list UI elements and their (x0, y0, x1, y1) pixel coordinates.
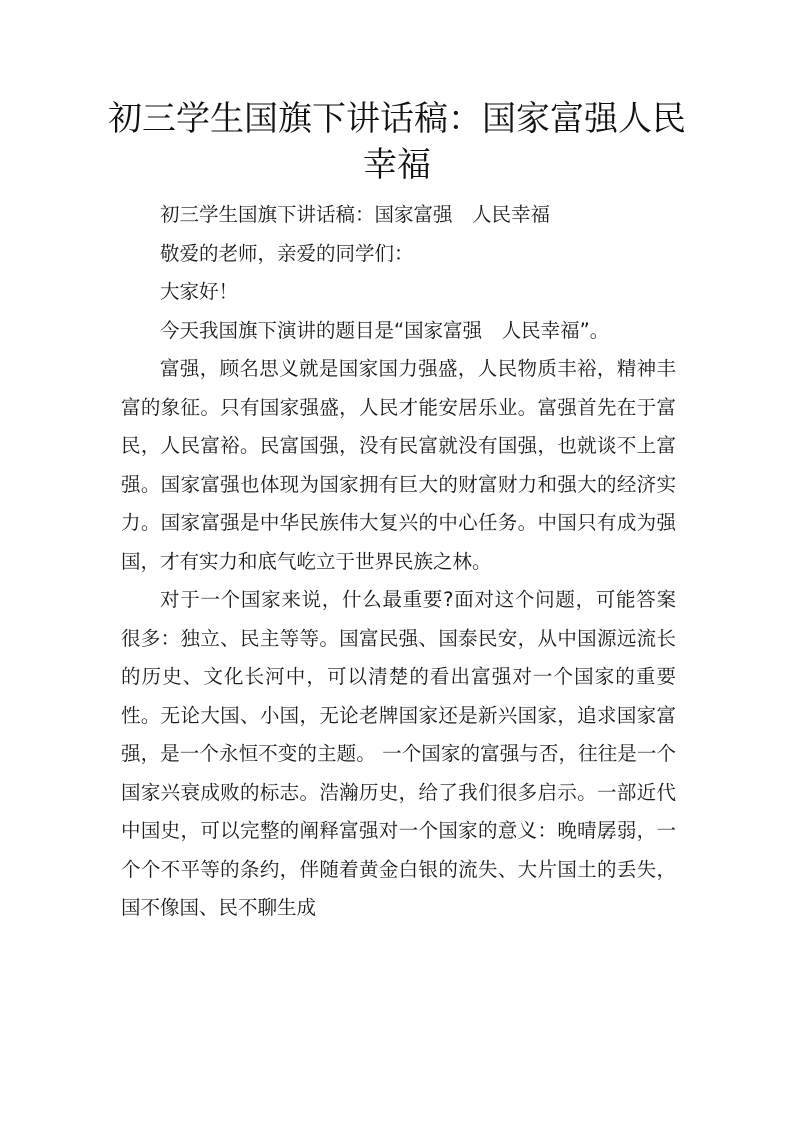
document-body (121, 196, 676, 928)
paragraph-greeting: 大家好！ (160, 280, 239, 303)
paragraph-body: 富强，顾名思义就是国家国力强盛，人民物质丰裕，精神丰富的象征。只有国家强盛，人民才能安居乐业。富强首先在于富民，人民富裕。民富国强，没有民富就没有国强，也就谈不上富强。国家富强也体现为国家拥有巨大的财富财力和强大的经济实力。国家富强是中华民族伟大复兴的中心任务。中国只有成为强国，才有实力和底气屹立于世界民族之林。 (121, 357, 676, 573)
title-line-2: 幸福 (363, 145, 431, 185)
paragraph-subtitle: 初三学生国旗下讲话稿：国家富强 人民幸福 (160, 203, 551, 226)
paragraph-salutation: 敬爱的老师，亲爱的同学们： (160, 241, 414, 265)
paragraph-body: 对于一个国家来说，什么最重要?面对这个问题，可能答案很多：独立、民主等等。国富民强、国泰民安，从中国源远流长的历史、文化长河中，可以清楚的看出富强对一个国家的重要性。无论大国、小国，无论老牌国家还是新兴国家，追求国家富强，是一个永恒不变的主题。 一个国家的富强与否，往往是一个国家兴衰成败的标志。浩瀚历史，给了我们很多启示。一部近代中国史，可以完整的阐释富强对一个国家的意义：晚晴孱弱，一个个不平等的条约，伴随着黄金白银的流失、大片国土的丢失，国不像国、民不聊生成 (121, 588, 676, 919)
paragraph-topic: 今天我国旗下演讲的题目是“国家富强 人民幸福”。 (160, 318, 610, 342)
title-line-1: 初三学生国旗下讲话稿：国家富强人民 (108, 99, 686, 139)
document-title (100, 96, 694, 188)
